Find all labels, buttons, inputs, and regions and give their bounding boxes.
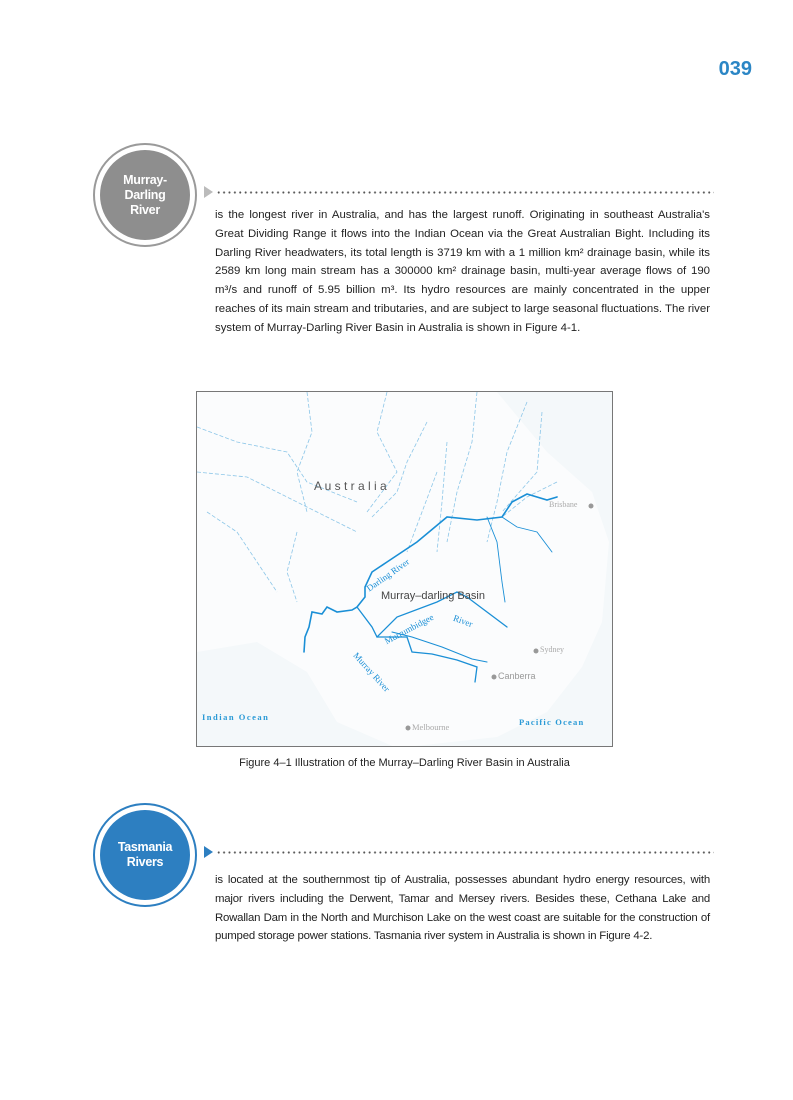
map-label-canberra: Canberra — [498, 671, 536, 681]
arrow-icon — [204, 186, 213, 198]
map-label-murray: Murray River — [351, 650, 392, 694]
map-label-sydney: Sydney — [540, 645, 564, 654]
dotted-divider — [216, 191, 714, 194]
arrow-icon — [204, 846, 213, 858]
badge-line: Darling — [124, 187, 166, 202]
map-label-pacific-ocean: Pacific Ocean — [519, 717, 585, 727]
figure-map — [196, 391, 613, 747]
map-label-indian-ocean: Indian Ocean — [202, 712, 270, 722]
section-text: is located at the southernmost tip of Australia, possesses abundant hydro energy resources, with major rivers including the Derwent, Tamar and Mersey rivers. Besides these, Cethana Lake and Rowallan Dam in the North and Murchison Lake on the west coast are suitable for the construction of pumped storage power stations. Tasmania river system in Australia is shown in Figure 4-2. — [215, 874, 710, 943]
map-label-melbourne: Melbourne — [412, 722, 450, 732]
figure-caption: Figure 4–1 Illustration of the Murray–Darling River Basin in Australia — [239, 757, 570, 769]
badge-line: River — [130, 202, 160, 217]
section-badge-tasmania — [93, 803, 197, 907]
map-label-darling: Darling River — [364, 556, 412, 594]
map-label-country: A u s t r a l i a — [314, 479, 387, 493]
page-number: 039 — [718, 58, 752, 80]
map-label-murrumbidgee: Murrumbidgee — [382, 611, 436, 647]
section-text: is the longest river in Australia, and has the largest runoff. Originating in southeast Australia's Great Dividing Range it flows into the Indian Ocean via the Great Australian Bight. Including its Darling River headwaters, its total length is 3719 km with a 1 million km² drainage basin, while its 2589 km long main stream has a 300000 km² drainage basin, multi-year average flows of 190 m³/s and runoff of 5.95 billion m³. Its hydro resources are mainly concentrated in the upper reaches of its main stream and tributaries, and are subject to large seasonal fluctuations. The river system of Murray-Darling River Basin in Australia is shown in Figure 4-1. — [215, 209, 710, 334]
section-badge-murray-darling — [93, 143, 197, 247]
map-label-river: River — [451, 612, 475, 630]
badge-line: Murray- — [123, 172, 167, 187]
map-label-basin: Murray–darling Basin — [381, 590, 485, 602]
map-graphic — [197, 392, 613, 747]
badge-line: Tasmania — [117, 840, 173, 854]
dotted-divider — [216, 851, 714, 854]
badge-line: Rivers — [126, 855, 164, 869]
map-label-brisbane: Brisbane — [549, 500, 578, 509]
